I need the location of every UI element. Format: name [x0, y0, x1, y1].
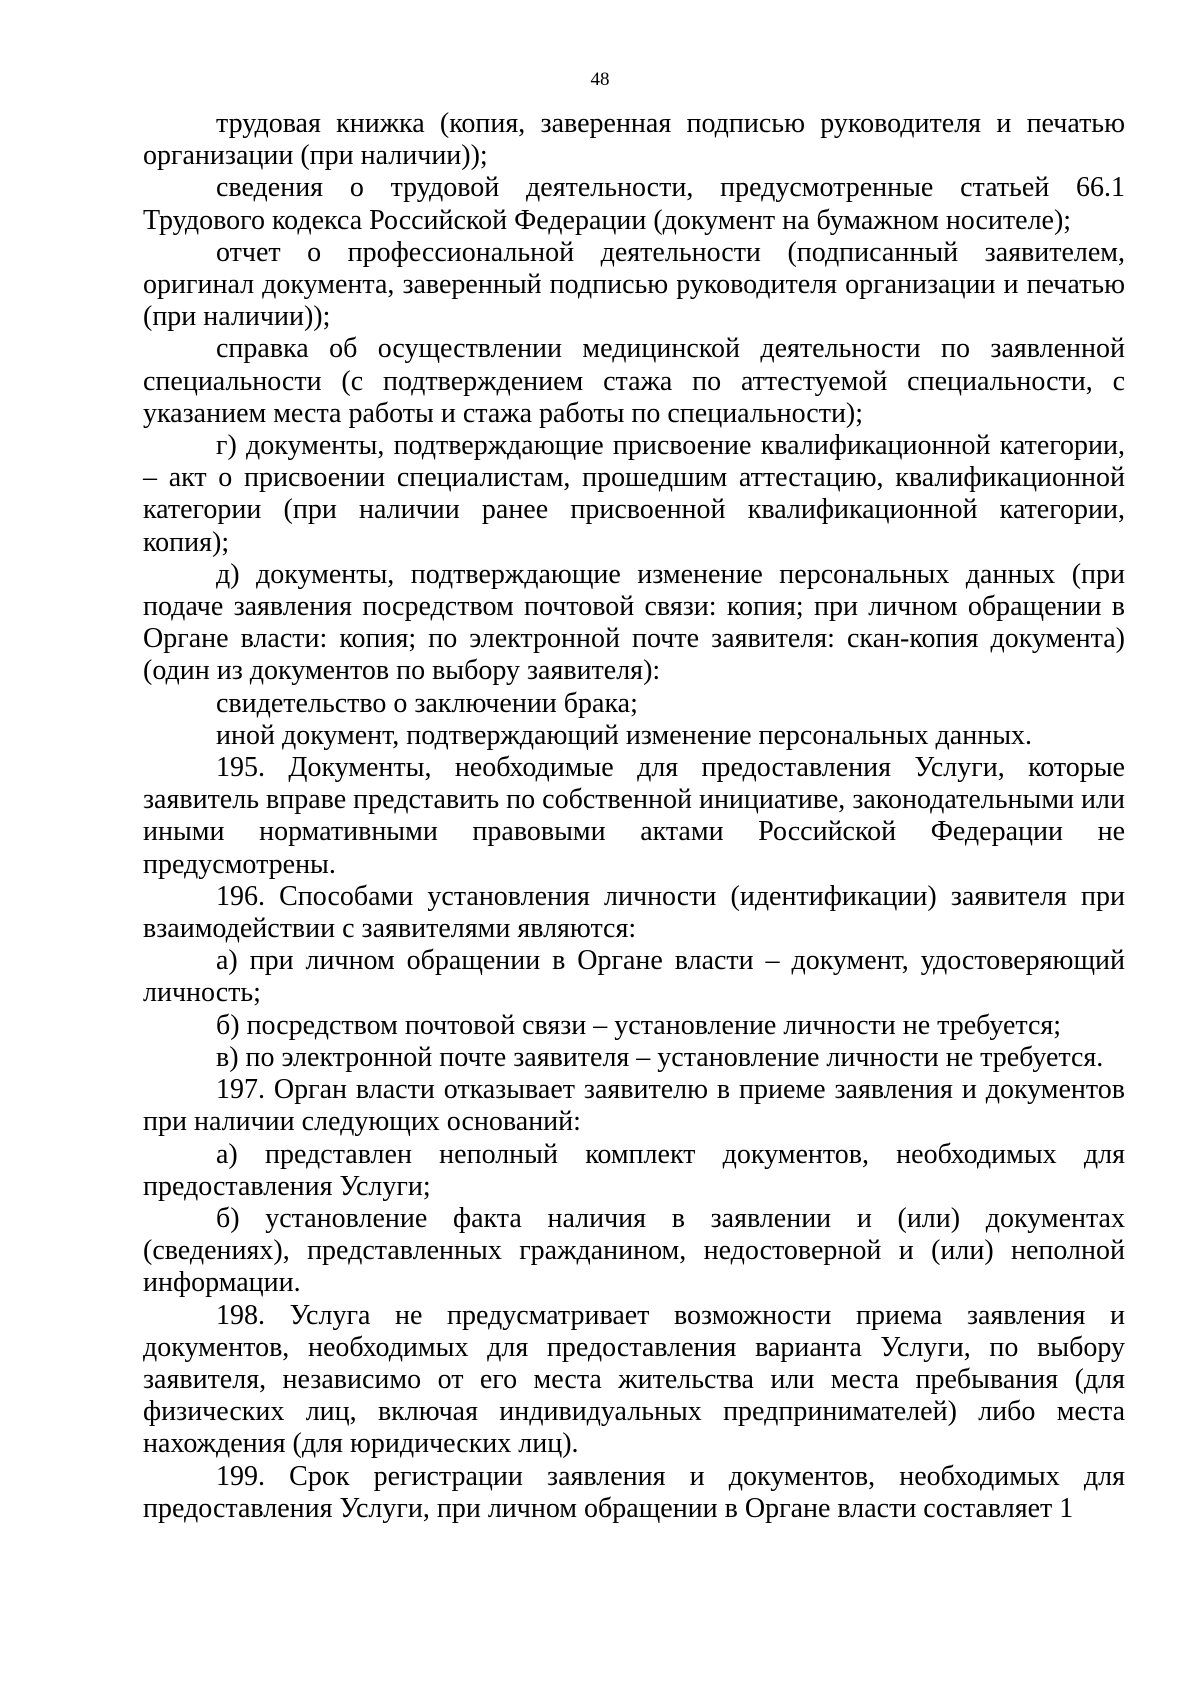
paragraph-other-document: иной документ, подтверждающий изменение персональных данных. — [216, 719, 1033, 751]
paragraph-195: 195. Документы, необходимые для предоставления Услуги, которые заявитель вправе представить по собственной инициативе, законодательными или иными нормативными правовыми актами Российской Федерации не предусмотрены. — [143, 752, 1125, 880]
document-body — [143, 108, 1125, 1525]
paragraph-196-a: а) при личном обращении в Органе власти – документ, удостоверяющий личность; — [143, 945, 1125, 1009]
paragraph-197: 197. Орган власти отказывает заявителю в приеме заявления и документов при наличии следующих оснований: — [143, 1074, 1125, 1138]
paragraph-197-a: а) представлен неполный комплект документов, необходимых для предоставления Услуги; — [143, 1138, 1125, 1202]
paragraph-professional-report: отчет о профессиональной деятельности (подписанный заявителем, оригинал документа, заверенный подписью руководителя организации и печатью (при наличии)); — [143, 236, 1125, 333]
paragraph-marriage-certificate: свидетельство о заключении брака; — [216, 687, 638, 719]
paragraph-199: 199. Срок регистрации заявления и документов, необходимых для предоставления Услуги, при личном обращении в Органе власти составляет 1 — [143, 1460, 1125, 1524]
paragraph-medical-activity-certificate: справка об осуществлении медицинской деятельности по заявленной специальности (с подтверждением стажа по аттестуемой специальности, с указанием места работы и стажа работы по специальности); — [143, 333, 1125, 429]
paragraph-196-b: б) посредством почтовой связи – установление личности не требуется; — [216, 1009, 1062, 1041]
paragraph-196-v: в) по электронной почте заявителя – установление личности не требуется. — [216, 1041, 1104, 1073]
paragraph-item-g: г) документы, подтверждающие присвоение квалификационной категории, – акт о присвоении специалистам, прошедшим аттестацию, квалификационной категории (при наличии ранее присвоенной квалификационной категории, копия); — [143, 430, 1125, 558]
paragraph-198: 198. Услуга не предусматривает возможности приема заявления и документов, необходимых для предоставления варианта Услуги, по выбору заявителя, независимо от его места жительства или места пребывания (для физических лиц, включая индивидуальных предпринимателей) либо места нахождения (для юридических лиц). — [143, 1299, 1125, 1460]
paragraph-196: 196. Способами установления личности (идентификации) заявителя при взаимодействии с заявителями являются: — [143, 880, 1125, 945]
paragraph-labor-activity-info: сведения о трудовой деятельности, предусмотренные статьей 66.1 Трудового кодекса Российской Федерации (документ на бумажном носителе); — [143, 172, 1125, 236]
page-number: 48 — [590, 69, 610, 90]
paragraph-item-d: д) документы, подтверждающие изменение персональных данных (при подаче заявления посредством почтовой связи: копия; при личном обращении в Органе власти: копия; по электронной почте заявителя: скан-копия документа) (один из документов по выбору заявителя): — [143, 558, 1125, 687]
paragraph-labor-book: трудовая книжка (копия, заверенная подписью руководителя и печатью организации (при наличии)); — [143, 108, 1125, 172]
paragraph-197-b: б) установление факта наличия в заявлении и (или) документах (сведениях), представленных гражданином, недостоверной и (или) неполной информации. — [143, 1202, 1125, 1299]
